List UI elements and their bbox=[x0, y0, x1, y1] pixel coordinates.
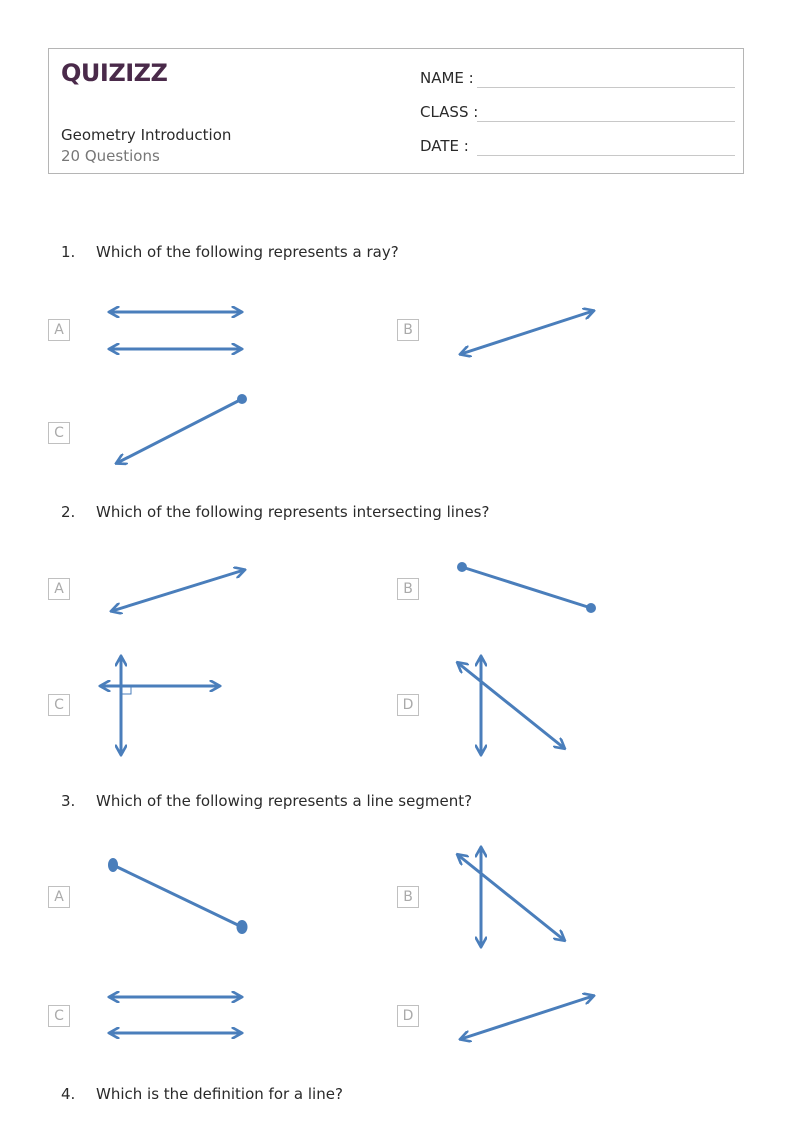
option-box-3c[interactable]: C bbox=[48, 1005, 70, 1027]
q3a-endpoint-right bbox=[237, 920, 248, 934]
q1c-ray bbox=[117, 399, 242, 463]
q2b-endpoint-right bbox=[586, 603, 596, 613]
option-box-3a[interactable]: A bbox=[48, 886, 70, 908]
name-label: NAME : bbox=[420, 69, 474, 87]
q1b-line bbox=[461, 311, 593, 354]
option-box-3d[interactable]: D bbox=[397, 1005, 419, 1027]
question-number: 4. bbox=[61, 1085, 76, 1103]
q2b-endpoint-left bbox=[457, 562, 467, 572]
q3b-diagonal-line bbox=[458, 855, 564, 940]
option-box-2c[interactable]: C bbox=[48, 694, 70, 716]
question-number: 2. bbox=[61, 503, 76, 521]
option-box-1a[interactable]: A bbox=[48, 319, 70, 341]
class-label: CLASS : bbox=[420, 103, 479, 121]
q2d-diagonal-line bbox=[458, 663, 564, 748]
question-text: Which of the following represents a line segment? bbox=[96, 792, 473, 810]
q1c-endpoint bbox=[237, 394, 247, 404]
option-box-3b[interactable]: B bbox=[397, 886, 419, 908]
quizizz-logo: QUIZIZZ bbox=[61, 59, 168, 87]
option-box-1c[interactable]: C bbox=[48, 422, 70, 444]
q3a-endpoint-left bbox=[108, 858, 118, 872]
question-count: 20 Questions bbox=[61, 147, 160, 165]
question-text: Which of the following represents intersecting lines? bbox=[96, 503, 490, 521]
option-box-2a[interactable]: A bbox=[48, 578, 70, 600]
q3a-segment bbox=[113, 865, 242, 927]
option-box-2d[interactable]: D bbox=[397, 694, 419, 716]
date-label: DATE : bbox=[420, 137, 469, 155]
question-text: Which is the definition for a line? bbox=[96, 1085, 343, 1103]
question-text: Which of the following represents a ray? bbox=[96, 243, 399, 261]
option-box-1b[interactable]: B bbox=[397, 319, 419, 341]
question-number: 3. bbox=[61, 792, 76, 810]
q2b-segment bbox=[462, 567, 591, 608]
q3d-line bbox=[461, 996, 593, 1039]
option-box-2b[interactable]: B bbox=[397, 578, 419, 600]
q2a-line bbox=[112, 570, 244, 611]
question-number: 1. bbox=[61, 243, 76, 261]
worksheet-title: Geometry Introduction bbox=[61, 126, 232, 144]
